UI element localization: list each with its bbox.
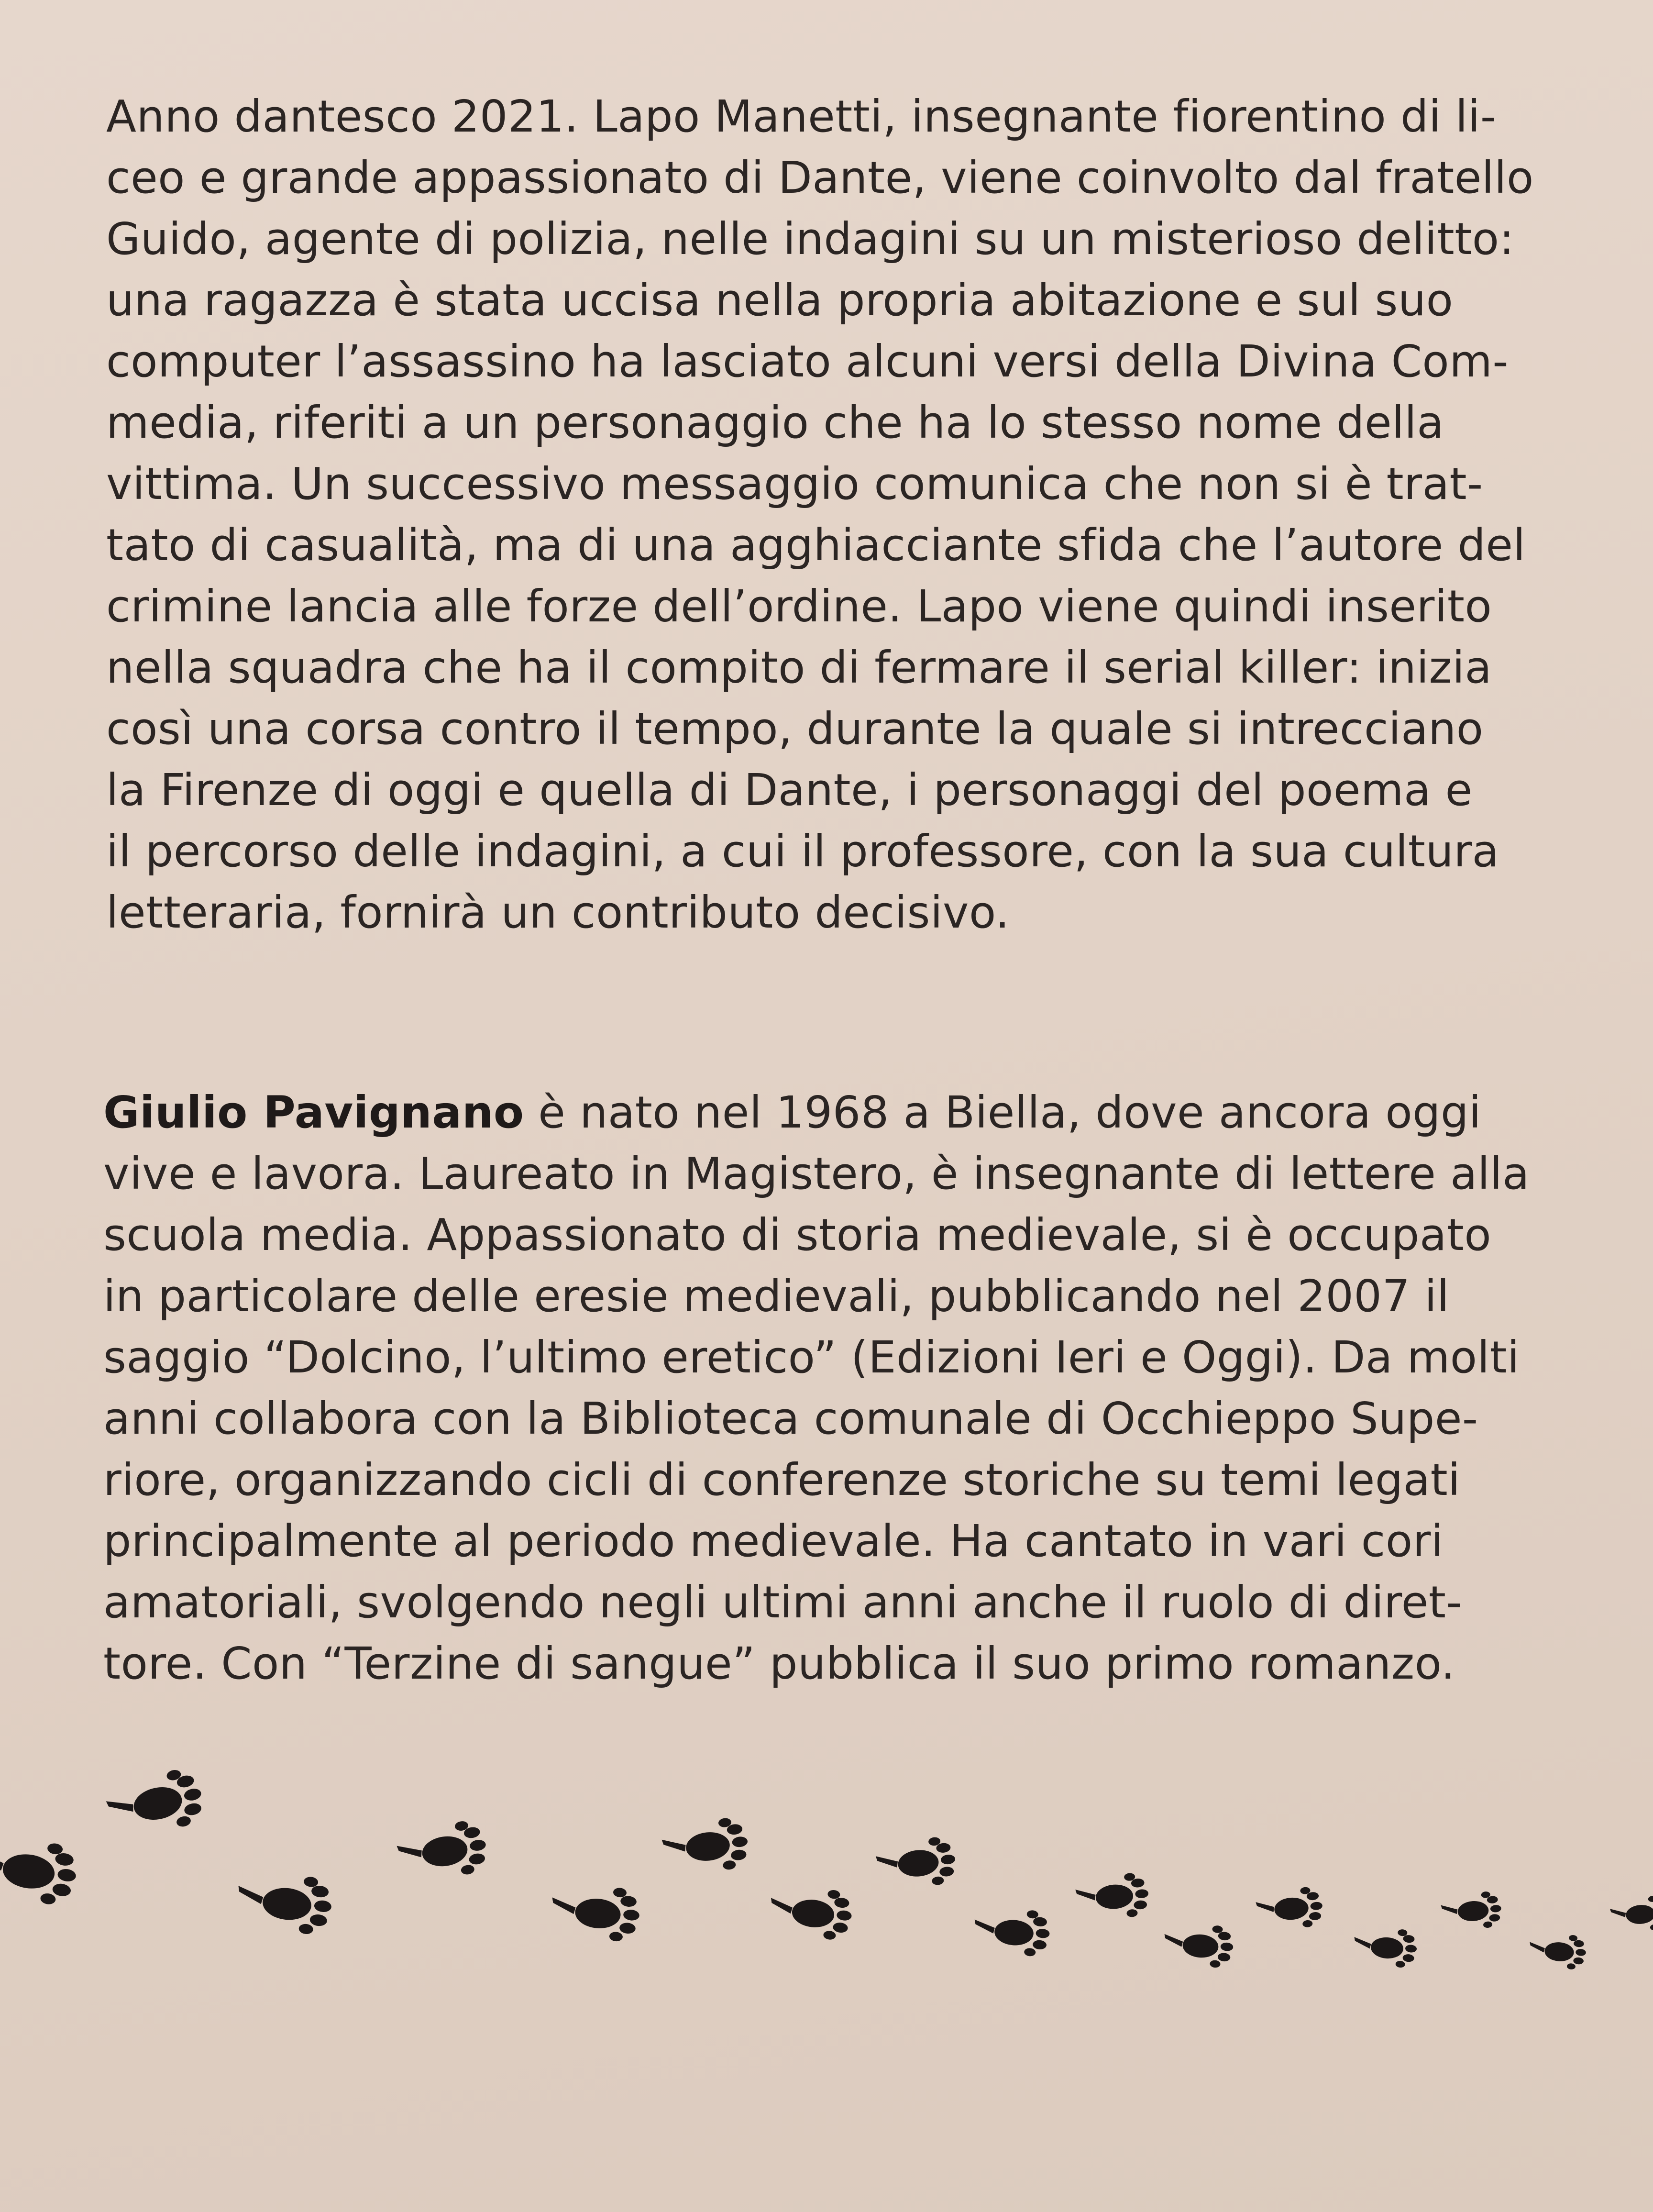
synopsis-paragraph xyxy=(106,86,1534,943)
bio-line: principalmente al periodo medievale. Ha cantato in vari cori xyxy=(103,1515,1444,1567)
paw-print xyxy=(1074,1872,1150,1921)
synopsis-line: Anno dantesco 2021. Lapo Manetti, insegnante fiorentino di li- xyxy=(106,91,1497,142)
synopsis-line: ceo e grande appassionato di Dante, viene coinvolto dal fratello xyxy=(106,152,1534,203)
bio-line: scuola media. Appassionato di storia medievale, si è occupato xyxy=(103,1209,1492,1261)
paw-print xyxy=(1352,1926,1418,1969)
paw-print xyxy=(0,1833,80,1907)
synopsis-line: crimine lancia alle forze dell’ordine. Lapo viene quindi inserito xyxy=(106,581,1492,632)
bio-line: anni collabora con la Biblioteca comunale di Occhieppo Supe- xyxy=(103,1393,1478,1444)
paw-print xyxy=(549,1882,642,1943)
synopsis-line: così una corsa contro il tempo, durante la quale si intrecciano xyxy=(106,703,1484,754)
paw-print xyxy=(1162,1922,1234,1969)
paw-print xyxy=(1255,1886,1324,1931)
paw-print xyxy=(972,1906,1051,1958)
paw-print xyxy=(1609,1895,1653,1933)
bio-line: tore. Con “Terzine di sangue” pubblica il suo primo romanzo. xyxy=(103,1638,1455,1689)
bio-line: vive e lavora. Laureato in Magistero, è insegnante di lettere alla xyxy=(103,1148,1530,1199)
bio-line: saggio “Dolcino, l’ultimo eretico” (Edizioni Ieri e Oggi). Da molti xyxy=(103,1332,1520,1383)
synopsis-line: nella squadra che ha il compito di fermare il serial killer: inizia xyxy=(106,642,1492,693)
paw-print xyxy=(234,1869,334,1936)
author-name: Giulio Pavignano xyxy=(103,1087,524,1138)
paw-print xyxy=(103,1770,208,1841)
paw-print xyxy=(1528,1932,1587,1970)
bio-first-line-rest: è nato nel 1968 a Biella, dove ancora oggi xyxy=(524,1087,1482,1138)
bio-line: riore, organizzando cicli di conferenze storiche su temi legati xyxy=(103,1454,1461,1505)
synopsis-line: una ragazza è stata uccisa nella propria abitazione e sul suo xyxy=(106,275,1454,326)
paw-print xyxy=(395,1818,490,1884)
paw-print xyxy=(874,1836,957,1890)
author-bio-paragraph xyxy=(103,1082,1530,1694)
synopsis-line: letteraria, fornirà un contributo decisivo. xyxy=(106,887,1010,938)
synopsis-line: media, riferiti a un personaggio che ha lo stesso nome della xyxy=(106,397,1444,448)
bio-line: in particolare delle eresie medievali, pubblicando nel 2007 il xyxy=(103,1271,1450,1322)
paw-print xyxy=(767,1883,854,1941)
bio-line: amatoriali, svolgendo negli ultimi anni anche il ruolo di diret- xyxy=(103,1577,1463,1628)
paw-print xyxy=(660,1816,750,1876)
synopsis-line: Guido, agente di polizia, nelle indagini su un misterioso delitto: xyxy=(106,213,1515,265)
paw-print xyxy=(1440,1891,1502,1931)
synopsis-line: la Firenze di oggi e quella di Dante, i personaggi del poema e xyxy=(106,764,1473,816)
synopsis-line: vittima. Un successivo messaggio comunica che non si è trat- xyxy=(106,458,1483,509)
bio-first-line xyxy=(103,1082,1481,1143)
paw-print-trail-icon xyxy=(0,1770,1653,2019)
synopsis-line: tato di casualità, ma di una agghiacciante sfida che l’autore del xyxy=(106,520,1526,571)
synopsis-line: il percorso delle indagini, a cui il professore, con la sua cultura xyxy=(106,826,1499,877)
synopsis-line: computer l’assassino ha lasciato alcuni versi della Divina Com- xyxy=(106,336,1509,387)
